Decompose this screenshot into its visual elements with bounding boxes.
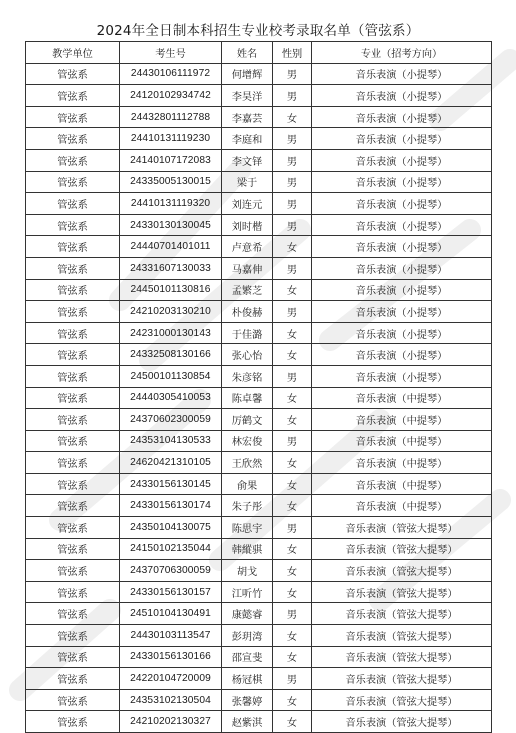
- cell-department: 管弦系: [26, 668, 120, 690]
- cell-name: 陈卓馨: [222, 387, 273, 409]
- table-row: [26, 711, 492, 733]
- cell-department: 管弦系: [26, 171, 120, 193]
- cell-candidate-number: 24370706300059: [120, 560, 222, 582]
- cell-name: 林宏俊: [222, 430, 273, 452]
- cell-name: 刘连元: [222, 193, 273, 215]
- cell-candidate-number: 24350104130075: [120, 517, 222, 539]
- header-department: 教学单位: [26, 42, 120, 64]
- cell-gender: 女: [273, 646, 312, 668]
- cell-gender: 男: [273, 301, 312, 323]
- header-name: 姓名: [222, 42, 273, 64]
- cell-name: 李昊洋: [222, 85, 273, 107]
- cell-major: 音乐表演（小提琴）: [312, 257, 492, 279]
- cell-department: 管弦系: [26, 689, 120, 711]
- cell-department: 管弦系: [26, 85, 120, 107]
- cell-major: 音乐表演（小提琴）: [312, 301, 492, 323]
- cell-candidate-number: 24332508130166: [120, 344, 222, 366]
- cell-candidate-number: 24220104720009: [120, 668, 222, 690]
- cell-major: 音乐表演（管弦大提琴）: [312, 625, 492, 647]
- cell-name: 俞果: [222, 473, 273, 495]
- cell-department: 管弦系: [26, 193, 120, 215]
- cell-name: 韩縱骐: [222, 538, 273, 560]
- document-title: 2024年全日制本科招生专业校考录取名单（管弦系）: [96, 23, 420, 39]
- cell-gender: 男: [273, 517, 312, 539]
- cell-department: 管弦系: [26, 581, 120, 603]
- cell-department: 管弦系: [26, 236, 120, 258]
- cell-candidate-number: 24353104130533: [120, 430, 222, 452]
- table-row: [26, 149, 492, 171]
- table-row: [26, 430, 492, 452]
- cell-gender: 女: [273, 344, 312, 366]
- cell-candidate-number: 24430103113547: [120, 625, 222, 647]
- cell-major: 音乐表演（小提琴）: [312, 193, 492, 215]
- cell-name: 朱彦铭: [222, 365, 273, 387]
- cell-name: 陈思宇: [222, 517, 273, 539]
- cell-name: 厉鹤文: [222, 409, 273, 431]
- table-row: [26, 387, 492, 409]
- cell-name: 朱子彤: [222, 495, 273, 517]
- cell-name: 李文铎: [222, 149, 273, 171]
- header-candidate-number: 考生号: [120, 42, 222, 64]
- table-row: [26, 236, 492, 258]
- cell-gender: 女: [273, 387, 312, 409]
- cell-name: 彭玥湾: [222, 625, 273, 647]
- cell-name: 赵紫淇: [222, 711, 273, 733]
- cell-department: 管弦系: [26, 128, 120, 150]
- header-major: 专业（招考方向）: [312, 42, 492, 64]
- cell-candidate-number: 24370602300059: [120, 409, 222, 431]
- cell-major: 音乐表演（管弦大提琴）: [312, 646, 492, 668]
- cell-gender: 女: [273, 236, 312, 258]
- cell-name: 李嘉芸: [222, 106, 273, 128]
- cell-major: 音乐表演（中提琴）: [312, 430, 492, 452]
- cell-candidate-number: 24335005130015: [120, 171, 222, 193]
- cell-candidate-number: 24330156130157: [120, 581, 222, 603]
- cell-candidate-number: 24510104130491: [120, 603, 222, 625]
- cell-candidate-number: 24620421310105: [120, 452, 222, 474]
- cell-major: 音乐表演（小提琴）: [312, 106, 492, 128]
- cell-name: 卢意希: [222, 236, 273, 258]
- cell-name: 刘时楷: [222, 214, 273, 236]
- cell-candidate-number: 24120102934742: [120, 85, 222, 107]
- cell-candidate-number: 24430106111972: [120, 63, 222, 85]
- table-header-row: [26, 42, 492, 64]
- cell-name: 朴俊赫: [222, 301, 273, 323]
- admission-table: [25, 41, 492, 733]
- cell-candidate-number: 24140107172083: [120, 149, 222, 171]
- table-row: [26, 171, 492, 193]
- cell-major: 音乐表演（小提琴）: [312, 279, 492, 301]
- cell-candidate-number: 24440305410053: [120, 387, 222, 409]
- cell-gender: 女: [273, 538, 312, 560]
- cell-gender: 女: [273, 409, 312, 431]
- table-row: [26, 106, 492, 128]
- cell-candidate-number: 24432801112788: [120, 106, 222, 128]
- cell-name: 张心怡: [222, 344, 273, 366]
- cell-department: 管弦系: [26, 365, 120, 387]
- table-row: [26, 473, 492, 495]
- cell-name: 江听竹: [222, 581, 273, 603]
- table-row: [26, 668, 492, 690]
- cell-candidate-number: 24353102130504: [120, 689, 222, 711]
- cell-department: 管弦系: [26, 538, 120, 560]
- cell-department: 管弦系: [26, 409, 120, 431]
- cell-major: 音乐表演（中提琴）: [312, 387, 492, 409]
- table-row: [26, 517, 492, 539]
- cell-name: 梁于: [222, 171, 273, 193]
- cell-name: 何增辉: [222, 63, 273, 85]
- cell-department: 管弦系: [26, 560, 120, 582]
- cell-department: 管弦系: [26, 625, 120, 647]
- cell-candidate-number: 24410131119230: [120, 128, 222, 150]
- cell-gender: 男: [273, 668, 312, 690]
- cell-major: 音乐表演（中提琴）: [312, 495, 492, 517]
- cell-major: 音乐表演（管弦大提琴）: [312, 668, 492, 690]
- cell-department: 管弦系: [26, 214, 120, 236]
- cell-department: 管弦系: [26, 322, 120, 344]
- table-row: [26, 63, 492, 85]
- cell-gender: 男: [273, 430, 312, 452]
- table-row: [26, 625, 492, 647]
- cell-department: 管弦系: [26, 603, 120, 625]
- cell-name: 于佳潞: [222, 322, 273, 344]
- table-row: [26, 301, 492, 323]
- table-row: [26, 560, 492, 582]
- cell-gender: 男: [273, 193, 312, 215]
- cell-department: 管弦系: [26, 430, 120, 452]
- cell-name: 马嘉伸: [222, 257, 273, 279]
- cell-major: 音乐表演（中提琴）: [312, 473, 492, 495]
- cell-major: 音乐表演（管弦大提琴）: [312, 711, 492, 733]
- cell-gender: 女: [273, 452, 312, 474]
- cell-candidate-number: 24500101130854: [120, 365, 222, 387]
- table-row: [26, 279, 492, 301]
- cell-name: 张馨婷: [222, 689, 273, 711]
- cell-gender: 女: [273, 473, 312, 495]
- cell-department: 管弦系: [26, 646, 120, 668]
- cell-gender: 女: [273, 279, 312, 301]
- cell-department: 管弦系: [26, 452, 120, 474]
- cell-major: 音乐表演（中提琴）: [312, 452, 492, 474]
- cell-candidate-number: 24330156130174: [120, 495, 222, 517]
- cell-major: 音乐表演（管弦大提琴）: [312, 689, 492, 711]
- table-row: [26, 128, 492, 150]
- cell-department: 管弦系: [26, 473, 120, 495]
- cell-name: 孟繁芝: [222, 279, 273, 301]
- cell-gender: 男: [273, 171, 312, 193]
- cell-gender: 女: [273, 581, 312, 603]
- cell-major: 音乐表演（管弦大提琴）: [312, 560, 492, 582]
- cell-department: 管弦系: [26, 344, 120, 366]
- cell-candidate-number: 24331607130033: [120, 257, 222, 279]
- cell-major: 音乐表演（小提琴）: [312, 236, 492, 258]
- cell-gender: 男: [273, 85, 312, 107]
- table-row: [26, 646, 492, 668]
- cell-gender: 女: [273, 625, 312, 647]
- table-row: [26, 344, 492, 366]
- table-row: [26, 214, 492, 236]
- cell-name: 李庭和: [222, 128, 273, 150]
- table-row: [26, 85, 492, 107]
- table-row: [26, 193, 492, 215]
- cell-major: 音乐表演（管弦大提琴）: [312, 603, 492, 625]
- cell-name: 邵宣斐: [222, 646, 273, 668]
- cell-candidate-number: 24330156130166: [120, 646, 222, 668]
- cell-candidate-number: 24330156130145: [120, 473, 222, 495]
- cell-major: 音乐表演（小提琴）: [312, 214, 492, 236]
- cell-department: 管弦系: [26, 301, 120, 323]
- cell-major: 音乐表演（小提琴）: [312, 149, 492, 171]
- cell-candidate-number: 24330130130045: [120, 214, 222, 236]
- cell-gender: 男: [273, 128, 312, 150]
- cell-name: 杨冠棋: [222, 668, 273, 690]
- cell-gender: 女: [273, 322, 312, 344]
- cell-major: 音乐表演（管弦大提琴）: [312, 517, 492, 539]
- cell-candidate-number: 24210203130210: [120, 301, 222, 323]
- table-row: [26, 322, 492, 344]
- cell-major: 音乐表演（小提琴）: [312, 322, 492, 344]
- cell-department: 管弦系: [26, 257, 120, 279]
- cell-name: 康懿睿: [222, 603, 273, 625]
- cell-major: 音乐表演（小提琴）: [312, 63, 492, 85]
- cell-candidate-number: 24150102135044: [120, 538, 222, 560]
- table-row: [26, 538, 492, 560]
- cell-major: 音乐表演（小提琴）: [312, 171, 492, 193]
- cell-major: 音乐表演（小提琴）: [312, 344, 492, 366]
- table-row: [26, 257, 492, 279]
- cell-gender: 男: [273, 63, 312, 85]
- cell-gender: 女: [273, 689, 312, 711]
- table-row: [26, 581, 492, 603]
- cell-major: 音乐表演（小提琴）: [312, 128, 492, 150]
- cell-gender: 女: [273, 106, 312, 128]
- cell-department: 管弦系: [26, 711, 120, 733]
- table-body: [26, 63, 492, 732]
- table-row: [26, 409, 492, 431]
- cell-candidate-number: 24410131119320: [120, 193, 222, 215]
- cell-candidate-number: 24231000130143: [120, 322, 222, 344]
- table-row: [26, 365, 492, 387]
- table-row: [26, 495, 492, 517]
- header-gender: 性别: [273, 42, 312, 64]
- cell-major: 音乐表演（中提琴）: [312, 409, 492, 431]
- cell-department: 管弦系: [26, 279, 120, 301]
- cell-department: 管弦系: [26, 106, 120, 128]
- table-row: [26, 689, 492, 711]
- cell-candidate-number: 24450101130816: [120, 279, 222, 301]
- cell-department: 管弦系: [26, 63, 120, 85]
- cell-gender: 男: [273, 365, 312, 387]
- table-row: [26, 452, 492, 474]
- cell-major: 音乐表演（管弦大提琴）: [312, 581, 492, 603]
- cell-gender: 男: [273, 214, 312, 236]
- cell-gender: 女: [273, 560, 312, 582]
- cell-major: 音乐表演（小提琴）: [312, 365, 492, 387]
- cell-name: 胡戈: [222, 560, 273, 582]
- cell-gender: 女: [273, 711, 312, 733]
- cell-department: 管弦系: [26, 387, 120, 409]
- cell-department: 管弦系: [26, 149, 120, 171]
- table-row: [26, 603, 492, 625]
- cell-gender: 男: [273, 603, 312, 625]
- cell-department: 管弦系: [26, 517, 120, 539]
- cell-department: 管弦系: [26, 495, 120, 517]
- cell-gender: 男: [273, 257, 312, 279]
- cell-gender: 女: [273, 495, 312, 517]
- cell-major: 音乐表演（小提琴）: [312, 85, 492, 107]
- cell-major: 音乐表演（管弦大提琴）: [312, 538, 492, 560]
- cell-candidate-number: 24210202130327: [120, 711, 222, 733]
- cell-gender: 男: [273, 149, 312, 171]
- cell-candidate-number: 24440701401011: [120, 236, 222, 258]
- cell-name: 王欣然: [222, 452, 273, 474]
